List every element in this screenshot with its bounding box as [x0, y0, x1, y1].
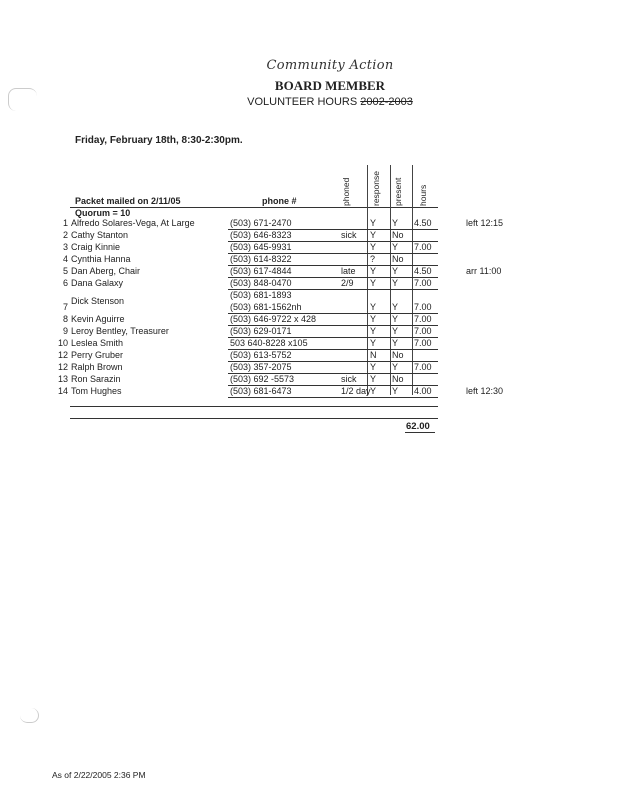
- cell-name: Ralph Brown: [71, 362, 123, 372]
- cell-response: Y: [370, 230, 377, 240]
- cell-name: Craig Kinnie: [71, 242, 121, 252]
- meeting-date: Friday, February 18th, 8:30-2:30pm.: [75, 135, 243, 146]
- total-underline: [405, 432, 435, 433]
- footer-timestamp: As of 2/22/2005 2:36 PM: [52, 770, 146, 780]
- cell-present: Y: [392, 362, 399, 372]
- cell-phone: (503) 613-5752: [230, 350, 292, 360]
- column-header-hours: hours: [418, 184, 428, 206]
- cell-name: Dana Galaxy: [71, 278, 124, 288]
- cell-hours: 4.50: [414, 266, 432, 276]
- cell-num: 4: [62, 254, 68, 264]
- cell-phoned: sick: [341, 230, 357, 240]
- row-rule: [228, 397, 438, 398]
- cell-present: Y: [392, 326, 399, 336]
- cell-phone: (503) 614-8322: [230, 254, 292, 264]
- cell-response: Y: [370, 266, 377, 276]
- cell-num: 3: [62, 242, 68, 252]
- column-header-phone: phone #: [262, 196, 297, 206]
- column-header-packet: Packet mailed on 2/11/05: [75, 196, 181, 206]
- cell-hours: 7.00: [414, 302, 432, 312]
- scan-mark-top: [8, 88, 37, 111]
- cell-response: Y: [370, 314, 377, 324]
- total-rule: [70, 418, 438, 419]
- cell-response: ?: [370, 254, 376, 264]
- cell-hours: 4.00: [414, 386, 432, 396]
- cell-num: 12: [58, 350, 69, 360]
- column-header-phoned: phoned: [341, 177, 351, 206]
- cell-hours: 7.00: [414, 362, 432, 372]
- subtitle-prefix: VOLUNTEER HOURS: [247, 96, 361, 108]
- cell-present: Y: [392, 242, 399, 252]
- page-title: BOARD MEMBER: [274, 78, 386, 93]
- cell-note: arr 11:00: [466, 266, 502, 276]
- cell-hours: 7.00: [414, 242, 432, 252]
- cell-hours: 7.00: [414, 326, 432, 336]
- cell-phone: (503) 629-0171: [230, 326, 292, 336]
- cell-hours: 7.00: [414, 314, 432, 324]
- cell-name: Dan Aberg, Chair: [71, 266, 141, 276]
- subtitle-years: 2002-2003: [360, 96, 413, 108]
- cell-response: Y: [370, 278, 377, 288]
- cell-present: Y: [392, 266, 399, 276]
- cell-present: No: [392, 254, 404, 264]
- cell-response: Y: [370, 386, 377, 396]
- cell-hours: 7.00: [414, 338, 432, 348]
- cell-name: Kevin Aguirre: [71, 314, 125, 324]
- cell-phone: (503) 646-9722 x 428: [230, 314, 317, 324]
- cell-num: 1: [62, 218, 68, 228]
- cell-response: Y: [370, 218, 377, 228]
- cell-phoned: late: [341, 266, 356, 276]
- cell-present: Y: [392, 314, 399, 324]
- cell-name: Leslea Smith: [71, 338, 124, 348]
- cell-present: Y: [392, 338, 399, 348]
- cell-phone: (503) 681-1893: [230, 290, 292, 300]
- cell-phone: (503) 692 -5573: [230, 374, 295, 384]
- cell-note: left 12:30: [466, 386, 504, 396]
- cell-present: Y: [392, 386, 399, 396]
- cell-phone: (503) 617-4844: [230, 266, 292, 276]
- cell-present: Y: [392, 302, 399, 312]
- cell-name: Leroy Bentley, Treasurer: [71, 326, 169, 336]
- quorum-label: Quorum = 10: [75, 208, 131, 218]
- cell-response: Y: [370, 326, 377, 336]
- scan-mark-bottom: [20, 708, 39, 723]
- cell-name: Perry Gruber: [71, 350, 124, 360]
- cell-phone: (503) 681-6473: [230, 386, 292, 396]
- cell-present: No: [392, 350, 404, 360]
- cell-phone-secondary: (503) 681-1562nh: [230, 302, 302, 312]
- cell-name: Cynthia Hanna: [71, 254, 131, 264]
- page-subtitle: [230, 96, 430, 108]
- cell-response: Y: [370, 302, 377, 312]
- cell-phone: (503) 646-8323: [230, 230, 292, 240]
- cell-hours: 7.00: [414, 278, 432, 288]
- cell-name: Cathy Stanton: [71, 230, 129, 240]
- cell-num: 10: [58, 338, 69, 348]
- cell-phone: (503) 671-2470: [230, 218, 292, 228]
- cell-name: Alfredo Solares-Vega, At Large: [71, 218, 195, 228]
- cell-phone: (503) 848-0470: [230, 278, 292, 288]
- cell-num: 5: [62, 266, 68, 276]
- cell-hours: 4.50: [414, 218, 432, 228]
- cell-response: Y: [370, 362, 377, 372]
- blank-row-rule: [70, 406, 438, 407]
- cell-response: N: [370, 350, 377, 360]
- cell-num: 12: [58, 362, 69, 372]
- column-header-response: response: [371, 171, 381, 206]
- cell-num: 14: [58, 386, 69, 396]
- cell-present: No: [392, 230, 404, 240]
- cell-num: 7: [62, 302, 68, 312]
- table-row: [58, 290, 558, 314]
- cell-response: Y: [370, 242, 377, 252]
- cell-num: 13: [58, 374, 69, 384]
- cell-phone: 503 640-8228 x105: [230, 338, 308, 348]
- cell-present: Y: [392, 278, 399, 288]
- cell-response: Y: [370, 374, 377, 384]
- cell-present: Y: [392, 218, 399, 228]
- cell-phone: (503) 645-9931: [230, 242, 292, 252]
- cell-name: Ron Sarazin: [71, 374, 121, 384]
- cell-note: left 12:15: [466, 218, 504, 228]
- organization-logo-text: Community Action: [266, 58, 394, 73]
- cell-phoned: sick: [341, 374, 357, 384]
- cell-name: Tom Hughes: [71, 386, 122, 396]
- cell-phoned: 1/2 day: [341, 386, 371, 396]
- cell-num: 6: [62, 278, 68, 288]
- column-header-present: present: [393, 177, 403, 206]
- cell-num: 2: [62, 230, 68, 240]
- total-hours: 62.00: [406, 421, 430, 432]
- cell-num: 9: [62, 326, 68, 336]
- cell-name: Dick Stenson: [71, 296, 125, 306]
- cell-phone: (503) 357-2075: [230, 362, 292, 372]
- cell-response: Y: [370, 338, 377, 348]
- cell-num: 8: [62, 314, 68, 324]
- cell-present: No: [392, 374, 404, 384]
- cell-phoned: 2/9: [341, 278, 354, 288]
